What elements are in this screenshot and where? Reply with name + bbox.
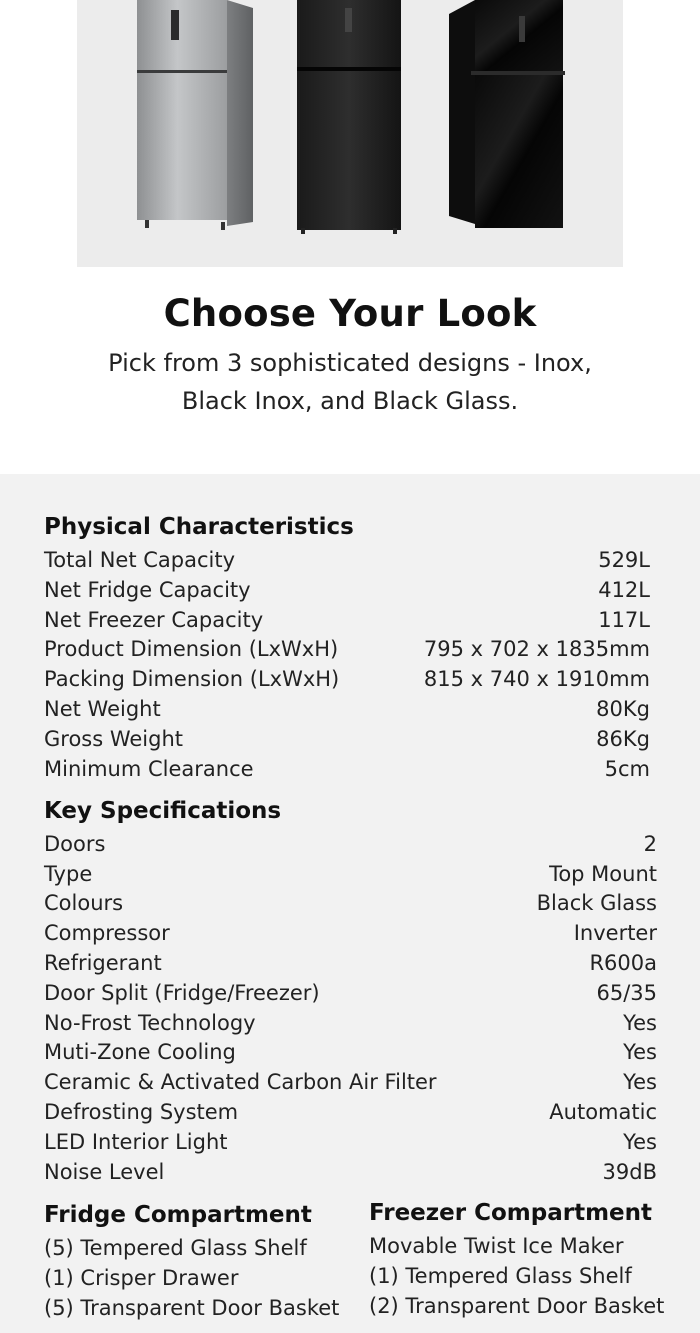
spec-value: 65/35 — [596, 981, 657, 1005]
spec-value: 815 x 740 x 1910mm — [423, 667, 650, 691]
product-image-panel — [77, 0, 623, 267]
subtitle-line: Black Inox, and Black Glass. — [181, 387, 519, 415]
spec-label: Type — [44, 862, 93, 886]
spec-value: 529L — [598, 548, 650, 572]
spec-value: Black Glass — [536, 891, 657, 915]
subtitle-line: Pick from 3 sophisticated designs - Inox, — [108, 349, 592, 377]
fridge-feature-item: (5) Transparent Door Basket — [44, 1296, 340, 1320]
spec-label: Defrosting System — [44, 1100, 239, 1124]
spec-label: Noise Level — [44, 1160, 165, 1184]
spec-label: Net Freezer Capacity — [44, 608, 264, 632]
spec-value: Yes — [623, 1130, 657, 1154]
spec-value: Yes — [623, 1040, 657, 1064]
physical-characteristics-heading: Physical Characteristics — [44, 514, 354, 540]
spec-value: R600a — [589, 951, 657, 975]
spec-row — [44, 1011, 657, 1041]
page-title: Choose Your Look — [163, 292, 537, 335]
spec-value: 795 x 702 x 1835mm — [423, 637, 650, 661]
freezer-feature-item: (1) Tempered Glass Shelf — [369, 1264, 632, 1288]
spec-label: LED Interior Light — [44, 1130, 228, 1154]
spec-label: Muti-Zone Cooling — [44, 1040, 236, 1064]
spec-label: Doors — [44, 832, 106, 856]
spec-value: Top Mount — [549, 862, 657, 886]
spec-value: Yes — [623, 1070, 657, 1094]
spec-label: No-Frost Technology — [44, 1011, 256, 1035]
spec-row — [44, 981, 657, 1011]
spec-label: Colours — [44, 891, 124, 915]
key-specifications-heading: Key Specifications — [44, 798, 282, 824]
spec-row — [44, 1070, 657, 1100]
fridge-compartment-heading: Fridge Compartment — [44, 1202, 312, 1228]
spec-value: 2 — [643, 832, 657, 856]
spec-row — [44, 578, 650, 608]
spec-row — [44, 697, 650, 727]
freezer-feature-item: (2) Transparent Door Basket — [369, 1294, 665, 1318]
spec-value: Inverter — [573, 921, 657, 945]
black-glass-fridge-image — [445, 0, 565, 232]
spec-row — [44, 951, 657, 981]
spec-label: Door Split (Fridge/Freezer) — [44, 981, 320, 1005]
spec-value: Automatic — [549, 1100, 657, 1124]
spec-row — [44, 608, 650, 638]
spec-label: Ceramic & Activated Carbon Air Filter — [44, 1070, 437, 1094]
spec-row — [44, 548, 650, 578]
black-inox-fridge-image — [295, 0, 405, 234]
spec-row — [44, 1160, 657, 1190]
spec-row — [44, 921, 657, 951]
spec-row — [44, 727, 650, 757]
spec-label: Net Fridge Capacity — [44, 578, 251, 602]
spec-row — [44, 832, 657, 862]
freezer-compartment-heading: Freezer Compartment — [369, 1200, 653, 1226]
spec-row — [44, 862, 657, 892]
spec-label: Packing Dimension (LxWxH) — [44, 667, 340, 691]
page-subtitle — [90, 344, 610, 420]
spec-value: Yes — [623, 1011, 657, 1035]
spec-label: Refrigerant — [44, 951, 162, 975]
spec-row — [44, 891, 657, 921]
spec-label: Product Dimension (LxWxH) — [44, 637, 339, 661]
spec-row — [44, 637, 650, 667]
spec-value: 117L — [598, 608, 650, 632]
spec-row — [44, 1040, 657, 1070]
freezer-feature-item: Movable Twist Ice Maker — [369, 1234, 624, 1258]
specifications-panel — [0, 474, 700, 1333]
inox-fridge-image — [135, 0, 255, 232]
spec-label: Gross Weight — [44, 727, 184, 751]
spec-value: 80Kg — [596, 697, 650, 721]
fridge-feature-item: (1) Crisper Drawer — [44, 1266, 239, 1290]
spec-value: 39dB — [602, 1160, 657, 1184]
spec-label: Total Net Capacity — [44, 548, 236, 572]
spec-value: 5cm — [604, 757, 650, 781]
spec-row — [44, 1100, 657, 1130]
spec-value: 86Kg — [596, 727, 650, 751]
fridge-feature-item: (5) Tempered Glass Shelf — [44, 1236, 307, 1260]
spec-label: Compressor — [44, 921, 170, 945]
spec-row — [44, 1130, 657, 1160]
spec-row — [44, 667, 650, 697]
spec-value: 412L — [598, 578, 650, 602]
spec-row — [44, 757, 650, 787]
spec-label: Minimum Clearance — [44, 757, 254, 781]
spec-label: Net Weight — [44, 697, 161, 721]
